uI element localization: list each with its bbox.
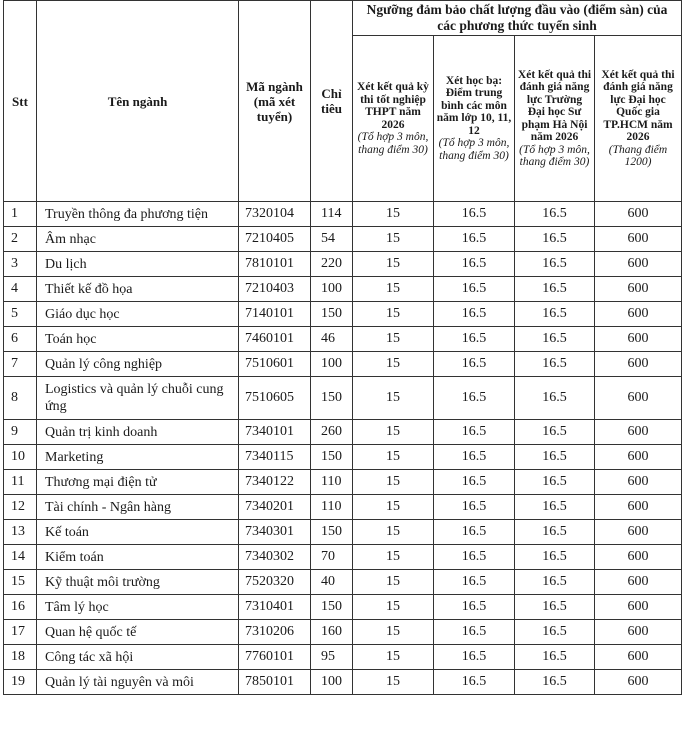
cell-major-name: Logistics và quản lý chuỗi cung ứng (37, 377, 239, 420)
cell-score-hoc-ba: 16.5 (434, 227, 515, 252)
cell-score-hoc-ba: 16.5 (434, 670, 515, 695)
cell-score-hnue: 16.5 (515, 252, 595, 277)
cell-score-hoc-ba: 16.5 (434, 545, 515, 570)
table-row (4, 520, 682, 545)
cell-score-hnue: 16.5 (515, 445, 595, 470)
cell-score-thpt: 15 (353, 302, 434, 327)
cell-major-name: Âm nhạc (37, 227, 239, 252)
cell-score-thpt: 15 (353, 645, 434, 670)
cell-score-hnue: 16.5 (515, 420, 595, 445)
cell-score-thpt: 15 (353, 227, 434, 252)
cell-score-thpt: 15 (353, 470, 434, 495)
header-major-name: Tên ngành (37, 1, 239, 202)
cell-score-thpt: 15 (353, 277, 434, 302)
cell-quota: 150 (311, 377, 353, 420)
cell-major-name: Marketing (37, 445, 239, 470)
cell-major-name: Kỹ thuật môi trường (37, 570, 239, 595)
cell-score-hnue: 16.5 (515, 595, 595, 620)
cell-code: 7340201 (239, 495, 311, 520)
cell-score-dhqg-hcm: 600 (595, 620, 682, 645)
method-note: (Tổ hợp 3 môn, thang điểm 30) (357, 131, 429, 156)
cell-score-dhqg-hcm: 600 (595, 327, 682, 352)
table-row (4, 327, 682, 352)
cell-score-dhqg-hcm: 600 (595, 520, 682, 545)
cell-score-thpt: 15 (353, 202, 434, 227)
cell-stt: 18 (4, 645, 37, 670)
cell-quota: 95 (311, 645, 353, 670)
cell-major-name: Du lịch (37, 252, 239, 277)
cell-stt: 4 (4, 277, 37, 302)
cell-stt: 6 (4, 327, 37, 352)
cell-code: 7510601 (239, 352, 311, 377)
cell-score-dhqg-hcm: 600 (595, 570, 682, 595)
cell-score-thpt: 15 (353, 595, 434, 620)
cell-score-dhqg-hcm: 600 (595, 645, 682, 670)
cell-stt: 2 (4, 227, 37, 252)
cell-score-hnue: 16.5 (515, 302, 595, 327)
cell-stt: 13 (4, 520, 37, 545)
cell-major-name: Quản lý công nghiệp (37, 352, 239, 377)
header-threshold-group: Ngưỡng đảm bảo chất lượng đầu vào (điểm sàn) của các phương thức tuyển sinh (353, 1, 682, 36)
header-method-thpt (353, 36, 434, 202)
cell-score-hoc-ba: 16.5 (434, 377, 515, 420)
cell-code: 7850101 (239, 670, 311, 695)
cell-score-dhqg-hcm: 600 (595, 227, 682, 252)
cell-code: 7210403 (239, 277, 311, 302)
table-row (4, 227, 682, 252)
cell-score-thpt: 15 (353, 670, 434, 695)
cell-code: 7810101 (239, 252, 311, 277)
cell-major-name: Toán học (37, 327, 239, 352)
cell-stt: 15 (4, 570, 37, 595)
cell-score-thpt: 15 (353, 377, 434, 420)
cell-major-name: Tâm lý học (37, 595, 239, 620)
cell-code: 7520320 (239, 570, 311, 595)
cell-score-dhqg-hcm: 600 (595, 420, 682, 445)
cell-major-name: Thương mại điện tử (37, 470, 239, 495)
cell-score-hoc-ba: 16.5 (434, 595, 515, 620)
table-row (4, 545, 682, 570)
cell-quota: 46 (311, 327, 353, 352)
table-row (4, 277, 682, 302)
method-title: Xét học bạ: Điểm trung bình các môn năm lớp 10, 11, 12 (436, 74, 512, 137)
cell-quota: 150 (311, 595, 353, 620)
cell-score-hnue: 16.5 (515, 495, 595, 520)
header-method-hoc-ba (434, 36, 515, 202)
cell-score-dhqg-hcm: 600 (595, 470, 682, 495)
cell-stt: 16 (4, 595, 37, 620)
table-body (4, 202, 682, 695)
cell-quota: 114 (311, 202, 353, 227)
header-stt: Stt (4, 1, 37, 202)
cell-stt: 17 (4, 620, 37, 645)
cell-score-hoc-ba: 16.5 (434, 445, 515, 470)
cell-score-dhqg-hcm: 600 (595, 545, 682, 570)
cell-score-dhqg-hcm: 600 (595, 377, 682, 420)
cell-quota: 150 (311, 520, 353, 545)
table-row (4, 377, 682, 420)
cell-score-hnue: 16.5 (515, 202, 595, 227)
cell-code: 7310401 (239, 595, 311, 620)
cell-score-hnue: 16.5 (515, 570, 595, 595)
cell-stt: 7 (4, 352, 37, 377)
table-row (4, 570, 682, 595)
cell-major-name: Giáo dục học (37, 302, 239, 327)
cell-code: 7340122 (239, 470, 311, 495)
table-row (4, 670, 682, 695)
cell-code: 7140101 (239, 302, 311, 327)
cell-score-hoc-ba: 16.5 (434, 352, 515, 377)
cell-major-name: Thiết kế đồ họa (37, 277, 239, 302)
cell-major-name: Kế toán (37, 520, 239, 545)
cell-score-hoc-ba: 16.5 (434, 202, 515, 227)
cell-score-hoc-ba: 16.5 (434, 277, 515, 302)
cell-code: 7340101 (239, 420, 311, 445)
cell-major-name: Quản lý tài nguyên và môi (37, 670, 239, 695)
cell-score-hnue: 16.5 (515, 277, 595, 302)
cell-score-thpt: 15 (353, 252, 434, 277)
cell-stt: 19 (4, 670, 37, 695)
method-title: Xét kết quả thi đánh giá năng lực Đại học Quốc gia TP.HCM năm 2026 (601, 68, 675, 143)
cell-score-hnue: 16.5 (515, 645, 595, 670)
cell-score-hnue: 16.5 (515, 545, 595, 570)
cell-stt: 14 (4, 545, 37, 570)
cell-code: 7340115 (239, 445, 311, 470)
cell-score-dhqg-hcm: 600 (595, 495, 682, 520)
cell-score-hnue: 16.5 (515, 377, 595, 420)
table-row (4, 302, 682, 327)
cell-quota: 220 (311, 252, 353, 277)
cell-quota: 100 (311, 277, 353, 302)
header-method-dhqg-hcm (595, 36, 682, 202)
cell-score-thpt: 15 (353, 420, 434, 445)
cell-score-dhqg-hcm: 600 (595, 595, 682, 620)
cell-quota: 100 (311, 670, 353, 695)
cell-code: 7760101 (239, 645, 311, 670)
cell-quota: 100 (311, 352, 353, 377)
cell-score-thpt: 15 (353, 570, 434, 595)
cell-stt: 10 (4, 445, 37, 470)
table-row (4, 252, 682, 277)
cell-code: 7210405 (239, 227, 311, 252)
cell-quota: 110 (311, 470, 353, 495)
cell-stt: 12 (4, 495, 37, 520)
cell-score-hoc-ba: 16.5 (434, 570, 515, 595)
cell-major-name: Kiểm toán (37, 545, 239, 570)
cell-score-hnue: 16.5 (515, 327, 595, 352)
cell-major-name: Truyền thông đa phương tiện (37, 202, 239, 227)
method-title: Xét kết quả kỳ thi tốt nghiệp THPT năm 2026 (357, 81, 429, 131)
cell-quota: 150 (311, 445, 353, 470)
cell-score-hoc-ba: 16.5 (434, 470, 515, 495)
cell-score-hoc-ba: 16.5 (434, 620, 515, 645)
table-row (4, 470, 682, 495)
cell-major-name: Quản trị kinh doanh (37, 420, 239, 445)
method-note: (Thang điểm 1200) (608, 143, 668, 168)
cell-score-hnue: 16.5 (515, 352, 595, 377)
cell-stt: 1 (4, 202, 37, 227)
table-row (4, 495, 682, 520)
header-method-hnue (515, 36, 595, 202)
cell-score-hoc-ba: 16.5 (434, 520, 515, 545)
admission-threshold-table (3, 0, 682, 695)
table-row (4, 352, 682, 377)
cell-score-thpt: 15 (353, 327, 434, 352)
cell-quota: 260 (311, 420, 353, 445)
cell-score-hoc-ba: 16.5 (434, 645, 515, 670)
cell-quota: 54 (311, 227, 353, 252)
cell-quota: 160 (311, 620, 353, 645)
cell-code: 7340302 (239, 545, 311, 570)
cell-score-dhqg-hcm: 600 (595, 202, 682, 227)
cell-score-thpt: 15 (353, 352, 434, 377)
cell-score-hnue: 16.5 (515, 227, 595, 252)
cell-score-thpt: 15 (353, 520, 434, 545)
cell-score-hoc-ba: 16.5 (434, 495, 515, 520)
cell-quota: 70 (311, 545, 353, 570)
cell-code: 7320104 (239, 202, 311, 227)
method-title: Xét kết quả thi đánh giá năng lực Trường Đại học Sư phạm Hà Nội năm 2026 (517, 68, 592, 143)
table-row (4, 420, 682, 445)
cell-score-hoc-ba: 16.5 (434, 252, 515, 277)
header-quota: Chỉ tiêu (311, 1, 353, 202)
cell-score-thpt: 15 (353, 620, 434, 645)
cell-score-dhqg-hcm: 600 (595, 670, 682, 695)
cell-code: 7460101 (239, 327, 311, 352)
cell-score-dhqg-hcm: 600 (595, 445, 682, 470)
cell-score-hnue: 16.5 (515, 670, 595, 695)
method-note: (Tổ hợp 3 môn, thang điểm 30) (519, 143, 590, 168)
cell-code: 7510605 (239, 377, 311, 420)
cell-score-dhqg-hcm: 600 (595, 252, 682, 277)
table-row (4, 202, 682, 227)
header-code: Mã ngành (mã xét tuyển) (239, 1, 311, 202)
cell-score-thpt: 15 (353, 545, 434, 570)
cell-score-hoc-ba: 16.5 (434, 302, 515, 327)
cell-major-name: Công tác xã hội (37, 645, 239, 670)
cell-score-thpt: 15 (353, 495, 434, 520)
cell-stt: 11 (4, 470, 37, 495)
cell-major-name: Tài chính - Ngân hàng (37, 495, 239, 520)
cell-stt: 8 (4, 377, 37, 420)
cell-score-thpt: 15 (353, 445, 434, 470)
cell-major-name: Quan hệ quốc tế (37, 620, 239, 645)
method-note: (Tổ hợp 3 môn, thang điểm 30) (438, 137, 510, 162)
cell-quota: 150 (311, 302, 353, 327)
cell-code: 7310206 (239, 620, 311, 645)
cell-stt: 3 (4, 252, 37, 277)
cell-score-hnue: 16.5 (515, 470, 595, 495)
table-row (4, 645, 682, 670)
cell-score-dhqg-hcm: 600 (595, 352, 682, 377)
table-row (4, 620, 682, 645)
cell-score-hoc-ba: 16.5 (434, 327, 515, 352)
cell-score-hnue: 16.5 (515, 620, 595, 645)
cell-score-dhqg-hcm: 600 (595, 302, 682, 327)
cell-score-dhqg-hcm: 600 (595, 277, 682, 302)
cell-quota: 40 (311, 570, 353, 595)
cell-code: 7340301 (239, 520, 311, 545)
cell-stt: 9 (4, 420, 37, 445)
table-row (4, 445, 682, 470)
cell-score-hnue: 16.5 (515, 520, 595, 545)
cell-quota: 110 (311, 495, 353, 520)
cell-stt: 5 (4, 302, 37, 327)
table-row (4, 595, 682, 620)
cell-score-hoc-ba: 16.5 (434, 420, 515, 445)
